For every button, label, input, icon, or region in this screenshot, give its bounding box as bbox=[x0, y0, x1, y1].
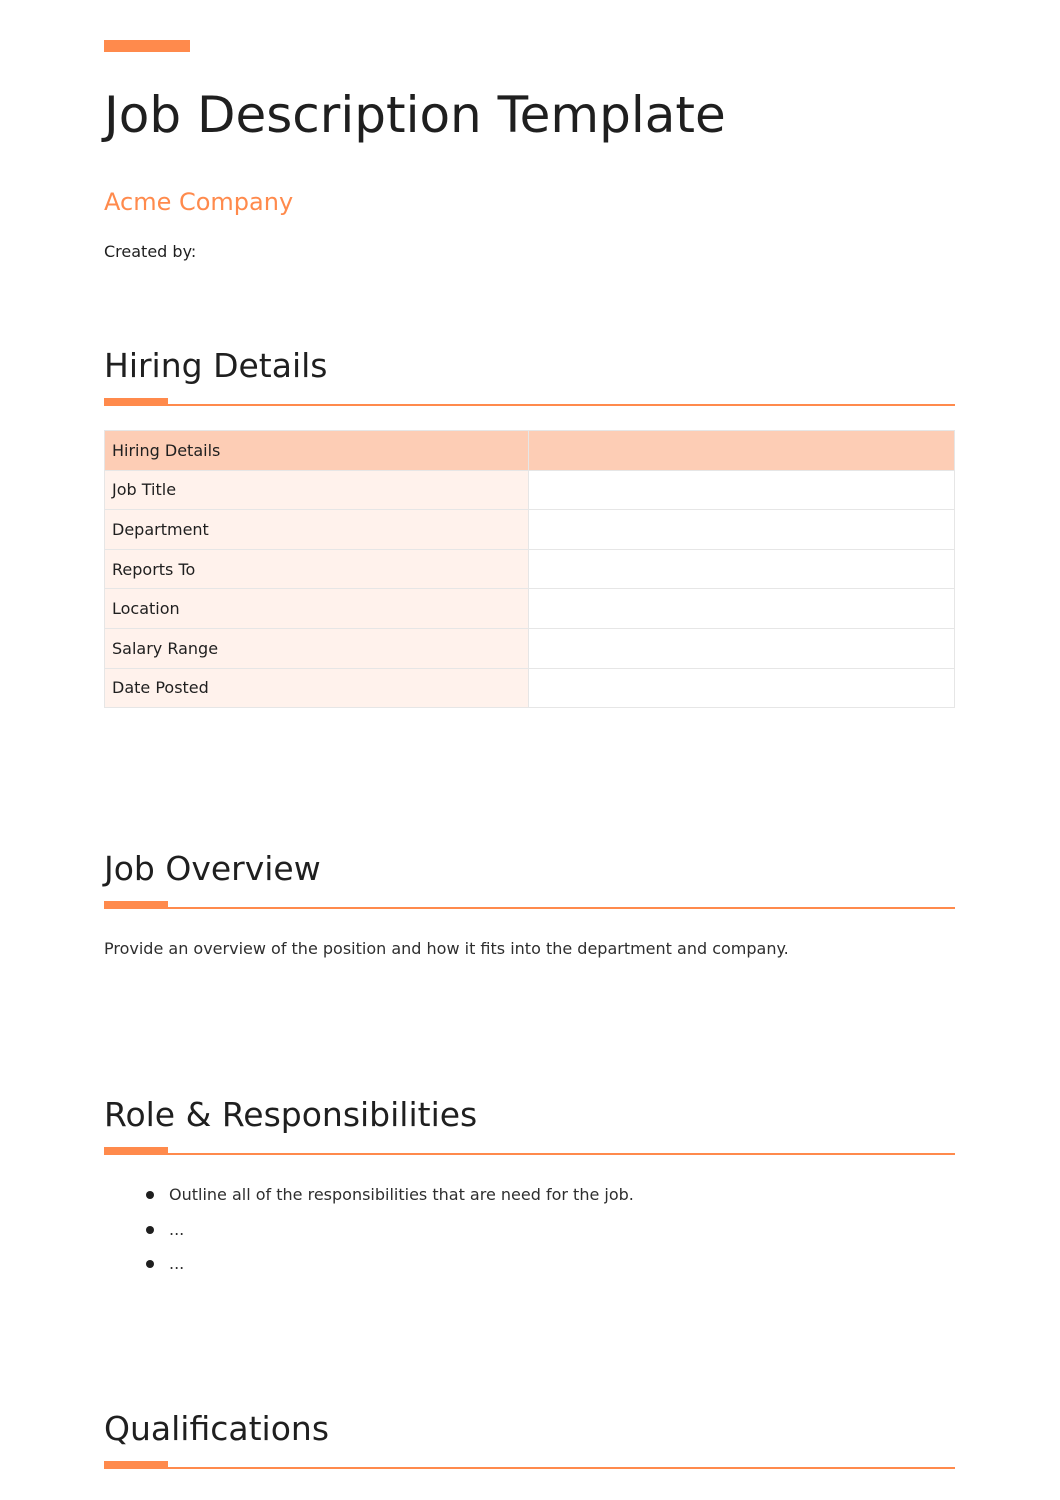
row-value-job-title[interactable] bbox=[529, 470, 955, 510]
responsibilities-list bbox=[104, 1182, 634, 1286]
section-divider bbox=[104, 1467, 955, 1469]
list-item bbox=[104, 1182, 634, 1217]
hiring-details-table bbox=[104, 430, 955, 708]
qualifications-heading: Qualifications bbox=[104, 1409, 330, 1448]
row-label-job-title: Job Title bbox=[105, 470, 529, 510]
job-overview-heading: Job Overview bbox=[104, 849, 321, 888]
list-item bbox=[104, 1251, 634, 1286]
row-value-location[interactable] bbox=[529, 589, 955, 629]
table-row bbox=[105, 668, 955, 708]
row-label-location: Location bbox=[105, 589, 529, 629]
row-label-date-posted: Date Posted bbox=[105, 668, 529, 708]
row-value-date-posted[interactable] bbox=[529, 668, 955, 708]
list-item-text: ... bbox=[169, 1219, 185, 1239]
table-row bbox=[105, 628, 955, 668]
table-header-row bbox=[105, 431, 955, 471]
hiring-details-heading: Hiring Details bbox=[104, 346, 328, 385]
top-accent-bar bbox=[104, 40, 190, 52]
created-by-label: Created by: bbox=[104, 242, 197, 261]
section-divider bbox=[104, 1153, 955, 1155]
table-row bbox=[105, 510, 955, 550]
table-row bbox=[105, 589, 955, 629]
row-value-salary-range[interactable] bbox=[529, 628, 955, 668]
list-item-text: Outline all of the responsibilities that are need for the job. bbox=[169, 1185, 634, 1204]
bullet-icon bbox=[146, 1260, 154, 1268]
table-header-cell-empty bbox=[529, 431, 955, 471]
bullet-icon bbox=[146, 1226, 154, 1234]
list-item bbox=[104, 1217, 634, 1252]
document-title: Job Description Template bbox=[104, 86, 726, 144]
row-label-department: Department bbox=[105, 510, 529, 550]
table-row bbox=[105, 470, 955, 510]
table-row bbox=[105, 549, 955, 589]
row-value-department[interactable] bbox=[529, 510, 955, 550]
section-divider bbox=[104, 907, 955, 909]
bullet-icon bbox=[146, 1191, 154, 1199]
row-label-salary-range: Salary Range bbox=[105, 628, 529, 668]
row-value-reports-to[interactable] bbox=[529, 549, 955, 589]
job-overview-text: Provide an overview of the position and how it fits into the department and company. bbox=[104, 939, 789, 958]
table-header-cell: Hiring Details bbox=[105, 431, 529, 471]
company-name: Acme Company bbox=[104, 188, 294, 216]
responsibilities-heading: Role & Responsibilities bbox=[104, 1095, 478, 1134]
row-label-reports-to: Reports To bbox=[105, 549, 529, 589]
section-divider bbox=[104, 404, 955, 406]
list-item-text: ... bbox=[169, 1254, 185, 1273]
